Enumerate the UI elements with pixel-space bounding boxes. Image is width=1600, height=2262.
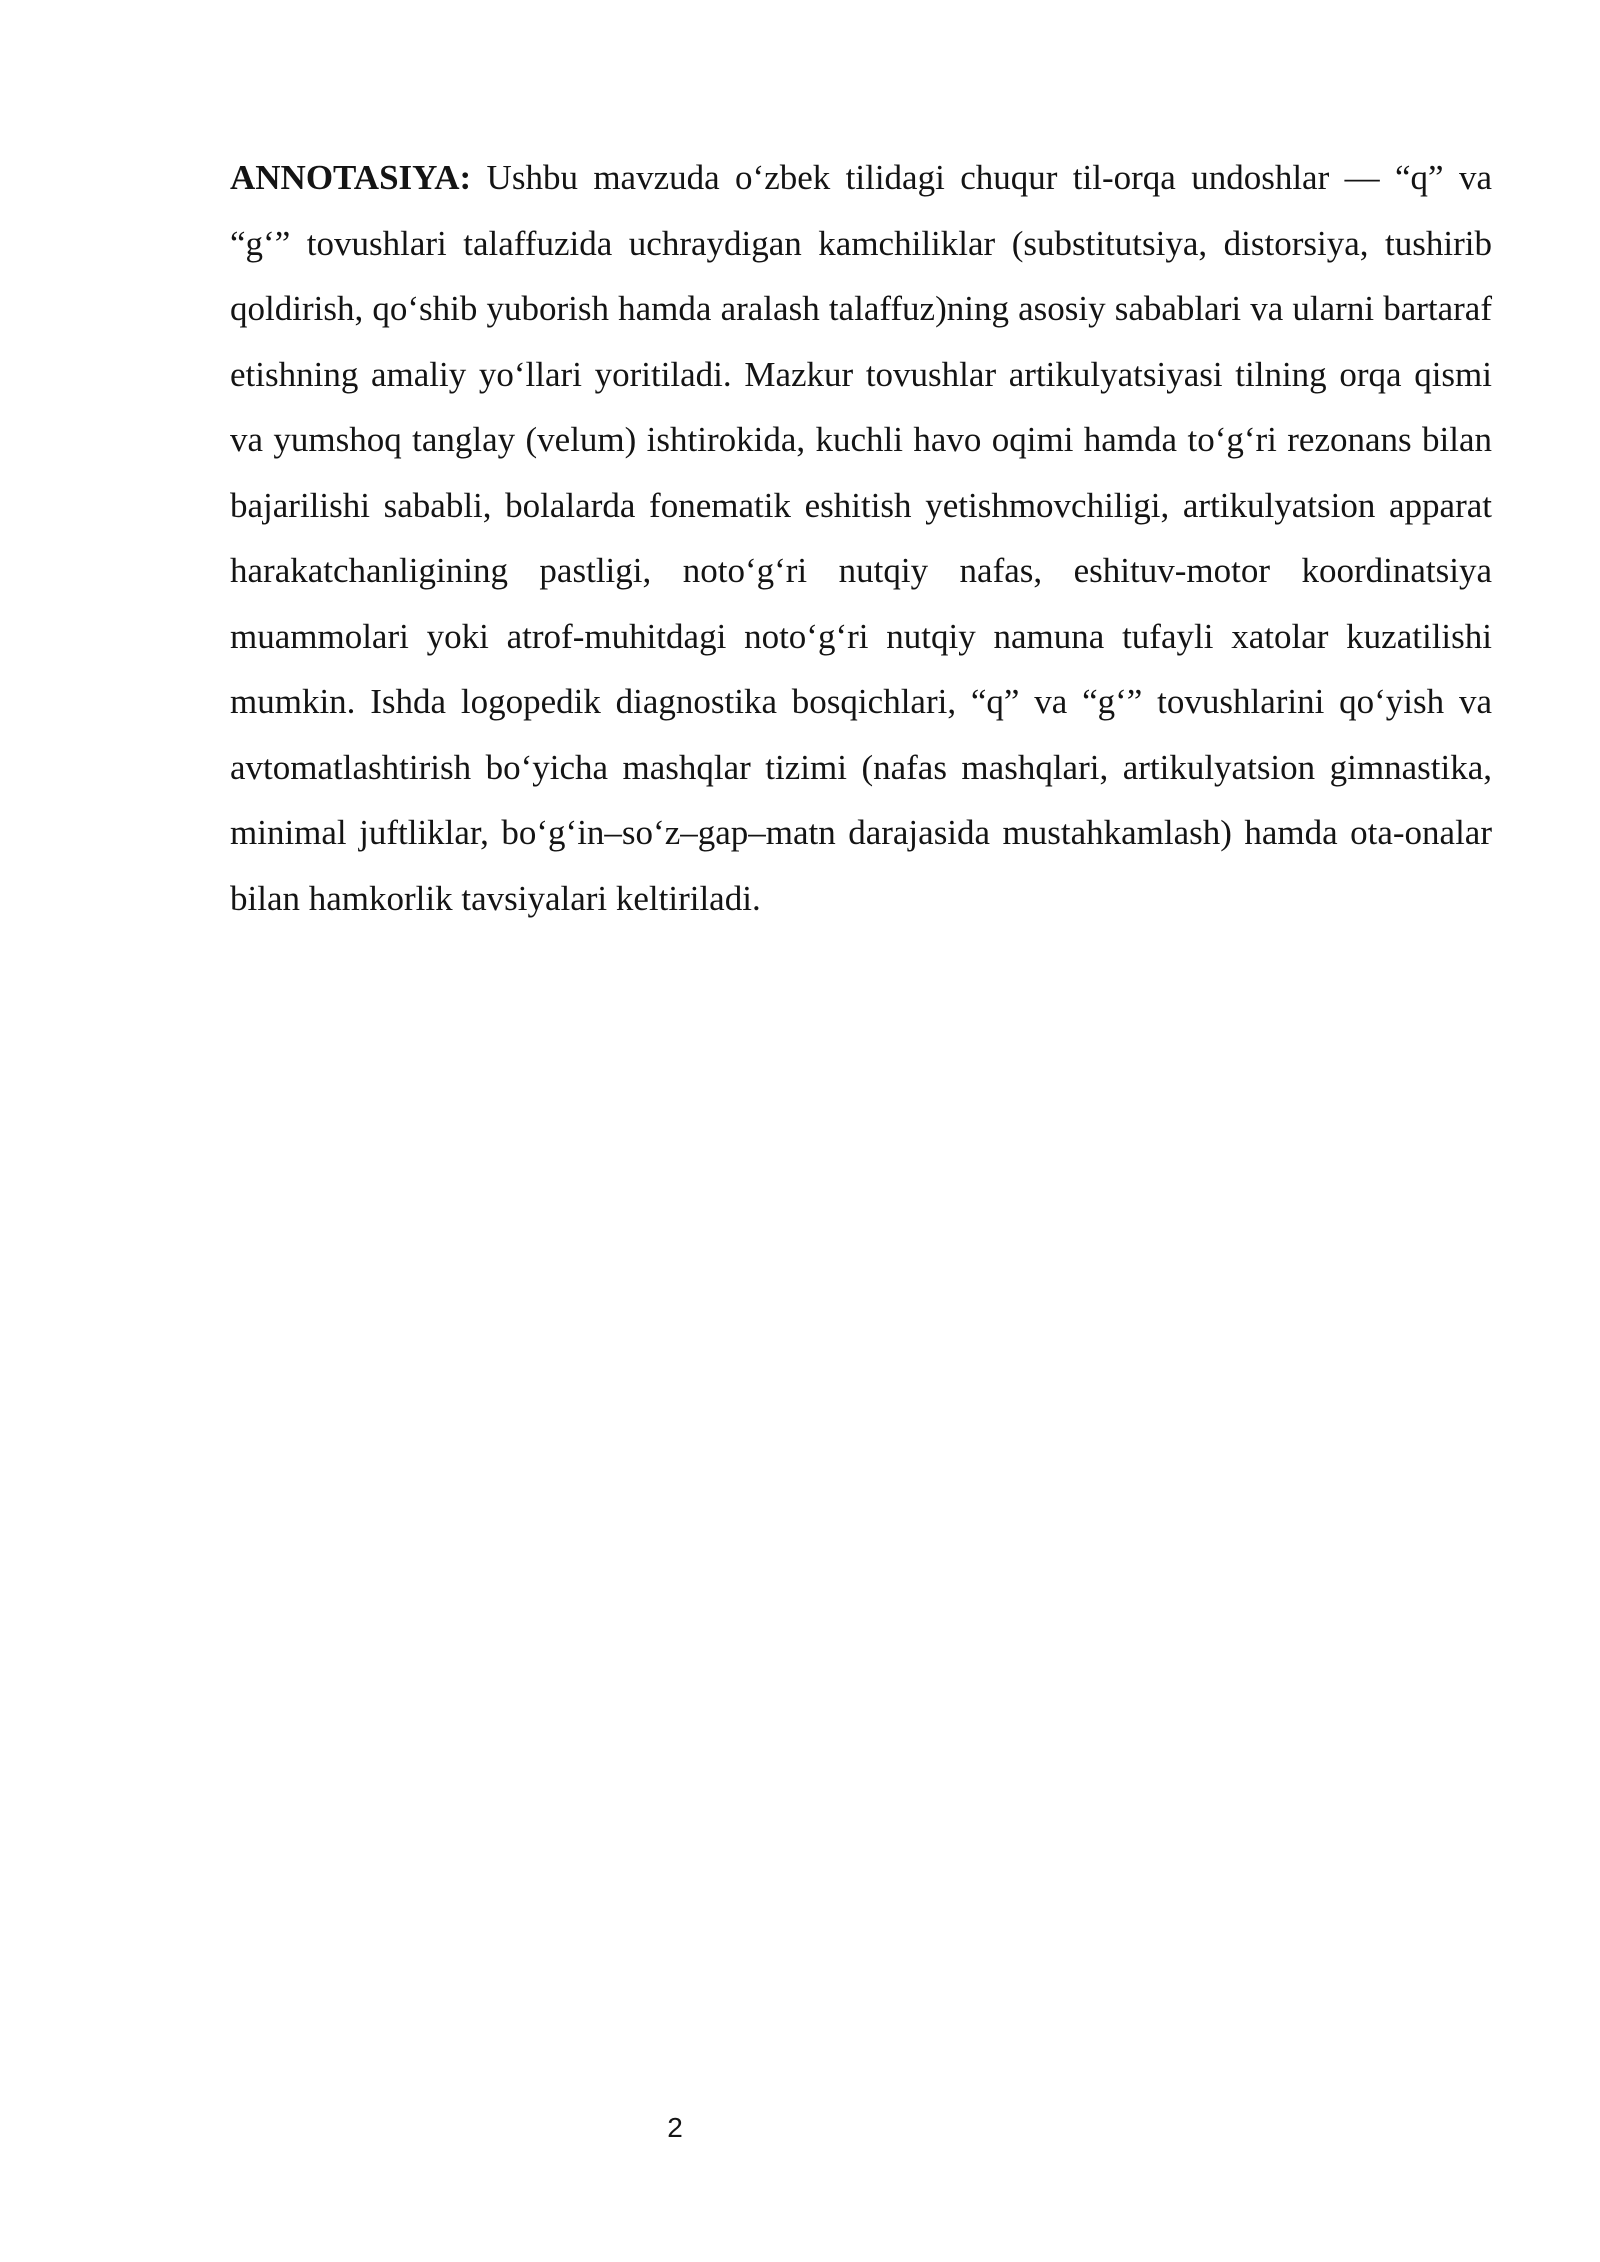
page-number: 2 [667, 2112, 683, 2143]
annotation-text: Ushbu mavzuda o‘zbek tilidagi chuqur til-orqa undoshlar — “q” va “g‘” tovushlari talaffuzida uchraydigan kamchiliklar (substitutsiya, distorsiya, tushirib qoldirish, qo‘shib yuborish hamda aralash talaffuz)ning asosiy sabablari va ularni bartaraf etishning amaliy yo‘llari yoritiladi. Mazkur tovushlar artikulyatsiyasi tilning orqa qismi va yumshoq tanglay (velum) ishtirokida, kuchli havo oqimi hamda to‘g‘ri rezonans bilan bajarilishi sababli, bolalarda fonematik eshitish yetishmovchiligi, artikulyatsion apparat harakatchanligining pastligi, noto‘g‘ri nutqiy nafas, eshituv-motor koordinatsiya muammolari yoki atrof-muhitdagi noto‘g‘ri nutqiy namuna tufayli xatolar kuzatilishi mumkin. Ishda logopedik diagnostika bosqichlari, “q” va “g‘” tovushlarini qo‘yish va avtomatlashtirish bo‘yicha mashqlar tizimi (nafas mashqlari, artikulyatsion gimnastika, minimal juftliklar, bo‘g‘in–so‘z–gap–matn darajasida mustahkamlash) hamda ota-onalar bilan hamkorlik tavsiyalari keltiriladi. [230, 158, 1492, 918]
annotation-paragraph [230, 145, 1492, 931]
annotation-label: ANNOTASIYA: [230, 158, 472, 197]
